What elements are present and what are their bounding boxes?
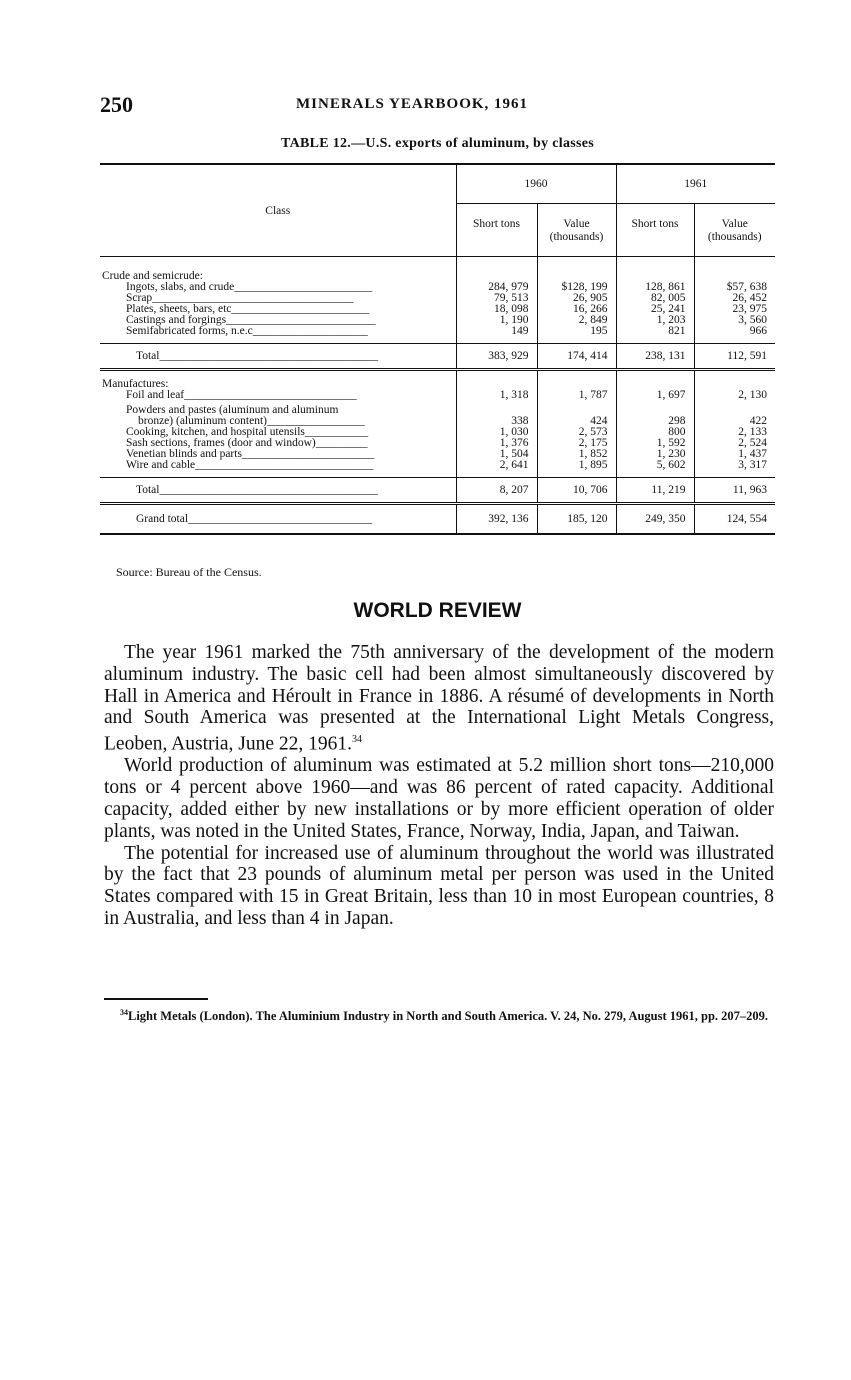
- row-label: Foil and leaf: [126, 390, 185, 401]
- cell-value: $128, 199: [537, 282, 616, 293]
- cell-value: 1, 376: [456, 438, 537, 449]
- cell-value: 383, 929: [456, 344, 537, 370]
- col-header-short-tons-1961: Short tons: [616, 204, 694, 257]
- row-label: Grand total: [136, 512, 189, 525]
- cell-value: 82, 005: [616, 293, 694, 304]
- col-header-class: Class: [100, 164, 456, 257]
- cell-value: 11, 963: [694, 478, 775, 504]
- cell-value: 424: [537, 416, 616, 427]
- table-title: TABLE 12.—U.S. exports of aluminum, by classes: [280, 136, 594, 151]
- total-row: Total______________________________________ 383, 929 174, 414 238, 131 112, 591: [100, 344, 775, 370]
- cell-value: 3, 317: [738, 459, 767, 471]
- page-number: 250: [100, 92, 133, 117]
- group-heading-row: [100, 370, 775, 391]
- cell-value: [456, 401, 537, 416]
- table-row: Cooking, kitchen, and hospital utensils___________ 1, 030 2, 573 800 2, 133: [100, 427, 775, 438]
- footnote-divider: [104, 998, 208, 1000]
- cell-value: [537, 401, 616, 416]
- cell-value: 1, 852: [537, 449, 616, 460]
- row-label: Scrap: [126, 293, 153, 304]
- row-label: Sash sections, frames (door and window): [126, 438, 316, 449]
- table-row: Ingots, slabs, and crude________________________ 284, 979 $128, 199 128, 861 $57, 638: [100, 282, 775, 293]
- row-label: Total: [136, 349, 160, 362]
- table-source-note: Source: Bureau of the Census.: [116, 565, 262, 579]
- row-label: Plates, sheets, bars, etc: [126, 304, 232, 315]
- table-row: Foil and leaf______________________________ 1, 318 1, 787 1, 697 2, 130: [100, 390, 775, 401]
- col-header-value-1961: Value (thousands): [694, 204, 775, 257]
- cell-value: 128, 861: [616, 282, 694, 293]
- cell-value: 2, 641: [456, 460, 537, 471]
- paragraph: World production of aluminum was estimated at 5.2 million short tons—210,000 tons or 4 percent above 1960—and was 86 percent of rated capacity. Additional capacity, added either by new installations or by more efficient operation of older plants, was noted in the United States, France, Norway, India, Japan, and Taiwan.: [104, 755, 774, 842]
- row-label: Wire and cable: [126, 460, 196, 471]
- grand-total-row: Grand total________________________________ 392, 136 185, 120 249, 350 124, 554: [100, 504, 775, 535]
- cell-value: 2, 524: [738, 437, 767, 449]
- cell-value: 11, 219: [616, 478, 694, 504]
- cell-value: 1, 592: [616, 438, 694, 449]
- cell-value: 1, 203: [616, 315, 694, 326]
- cell-value: 149: [456, 326, 537, 337]
- table-row: Scrap___________________________________ 79, 513 26, 905 82, 005 26, 452: [100, 293, 775, 304]
- cell-value: 79, 513: [456, 293, 537, 304]
- cell-value: 124, 554: [694, 504, 775, 535]
- col-header-value-1960: Value (thousands): [537, 204, 616, 257]
- cell-value: 821: [616, 326, 694, 337]
- cell-value: 1, 895: [537, 460, 616, 471]
- cell-value: 1, 697: [616, 390, 694, 401]
- row-label: Total: [136, 483, 160, 496]
- cell-value: 392, 136: [456, 504, 537, 535]
- cell-value: 284, 979: [456, 282, 537, 293]
- cell-value: 422: [749, 415, 767, 427]
- table-row: Semifabricated forms, n.e.c____________________ 149 195 821 966: [100, 326, 775, 337]
- row-label: bronze) (aluminum content): [138, 416, 268, 427]
- cell-value: 1, 437: [738, 448, 767, 460]
- group-label: Crude and semicrude:: [100, 271, 456, 282]
- table-row: Castings and forgings__________________________ 1, 190 2, 849 1, 203 3, 560: [100, 315, 775, 326]
- cell-value: 3, 560: [738, 314, 767, 326]
- cell-value: 5, 602: [616, 460, 694, 471]
- cell-value: 800: [616, 427, 694, 438]
- cell-value: 1, 504: [456, 449, 537, 460]
- table-row: Venetian blinds and parts_______________________ 1, 504 1, 852 1, 230 1, 437: [100, 449, 775, 460]
- exports-table-container: [100, 163, 775, 535]
- cell-value: 26, 905: [537, 293, 616, 304]
- table-row: bronze) (aluminum content)_________________ 338 424 298 422: [100, 416, 775, 427]
- cell-value: 8, 207: [456, 478, 537, 504]
- running-title: MINERALS YEARBOOK, 1961: [296, 96, 529, 112]
- cell-value: 185, 120: [537, 504, 616, 535]
- table-row: Sash sections, frames (door and window)_________ 1, 376 2, 175 1, 592 2, 524: [100, 438, 775, 449]
- row-label: Venetian blinds and parts: [126, 449, 242, 460]
- cell-value: 26, 452: [732, 292, 767, 304]
- footnote: $^{34}$Light Metals (London). The Aluminium Industry in North and South America. V. 24, No. 279, August 1961, pp. 207–209.: [120, 1008, 769, 1024]
- col-header-year-1961: 1961: [616, 164, 775, 204]
- cell-value: 249, 350: [616, 504, 694, 535]
- paragraph: The year 1961 marked the 75th anniversary of the development of the modern aluminum industry. The basic cell had been almost simultaneously discovered by Hall in America and Héroult in France in 1886. A résumé of developments in North and South America was presented at the International Light Metals Congress, Leoben, Austria, June 22, 1961.34: [104, 642, 774, 755]
- cell-value: 2, 573: [537, 427, 616, 438]
- cell-value: [694, 401, 775, 416]
- cell-value: 1, 787: [537, 390, 616, 401]
- cell-value: 2, 849: [537, 315, 616, 326]
- cell-value: 18, 098: [456, 304, 537, 315]
- cell-value: 16, 266: [537, 304, 616, 315]
- paragraph: The potential for increased use of aluminum throughout the world was illustrated by the fact that 23 pounds of aluminum metal per person was used in the United States compared with 15 in Great Britain, less than 10 in most European countries, 8 in Australia, and less than 4 in Japan.: [104, 842, 774, 930]
- cell-value: 174, 414: [537, 344, 616, 370]
- cell-value: 1, 190: [456, 315, 537, 326]
- cell-value: 966: [749, 325, 767, 337]
- row-label: Ingots, slabs, and crude: [126, 282, 235, 293]
- total-row: Total______________________________________ 8, 207 10, 706 11, 219 11, 963: [100, 478, 775, 504]
- body-text: [104, 642, 774, 930]
- cell-value: $57, 638: [726, 281, 767, 293]
- cell-value: 1, 030: [456, 427, 537, 438]
- cell-value: 195: [537, 326, 616, 337]
- cell-value: 1, 230: [616, 449, 694, 460]
- footnote-number: 34: [120, 1008, 128, 1017]
- col-header-year-1960: 1960: [456, 164, 616, 204]
- table-row: Wire and cable_______________________________ 2, 641 1, 895 5, 602 3, 317: [100, 460, 775, 471]
- cell-value: 10, 706: [537, 478, 616, 504]
- table-row: [100, 401, 775, 416]
- cell-value: [616, 401, 694, 416]
- row-label: Cooking, kitchen, and hospital utensils: [126, 427, 305, 438]
- col-header-short-tons-1960: Short tons: [456, 204, 537, 257]
- cell-value: 298: [616, 416, 694, 427]
- cell-value: 338: [456, 416, 537, 427]
- cell-value: 238, 131: [616, 344, 694, 370]
- section-heading: WORLD REVIEW: [353, 599, 522, 622]
- cell-value: 112, 591: [694, 344, 775, 370]
- cell-value: 1, 318: [456, 390, 537, 401]
- table-row: Plates, sheets, bars, etc________________________ 18, 098 16, 266 25, 241 23, 975: [100, 304, 775, 315]
- row-label: Castings and forgings: [126, 315, 227, 326]
- group-label: Manufactures:: [100, 370, 456, 391]
- row-label: Semifabricated forms, n.e.c: [126, 326, 253, 337]
- cell-value: 2, 175: [537, 438, 616, 449]
- cell-value: 2, 133: [738, 426, 767, 438]
- row-label: Powders and pastes (aluminum and aluminum: [126, 404, 339, 416]
- footnote-ref: 34: [352, 734, 363, 746]
- exports-table: [100, 163, 775, 535]
- cell-value: 2, 130: [738, 389, 767, 401]
- cell-value: 23, 975: [732, 303, 767, 315]
- cell-value: 25, 241: [616, 304, 694, 315]
